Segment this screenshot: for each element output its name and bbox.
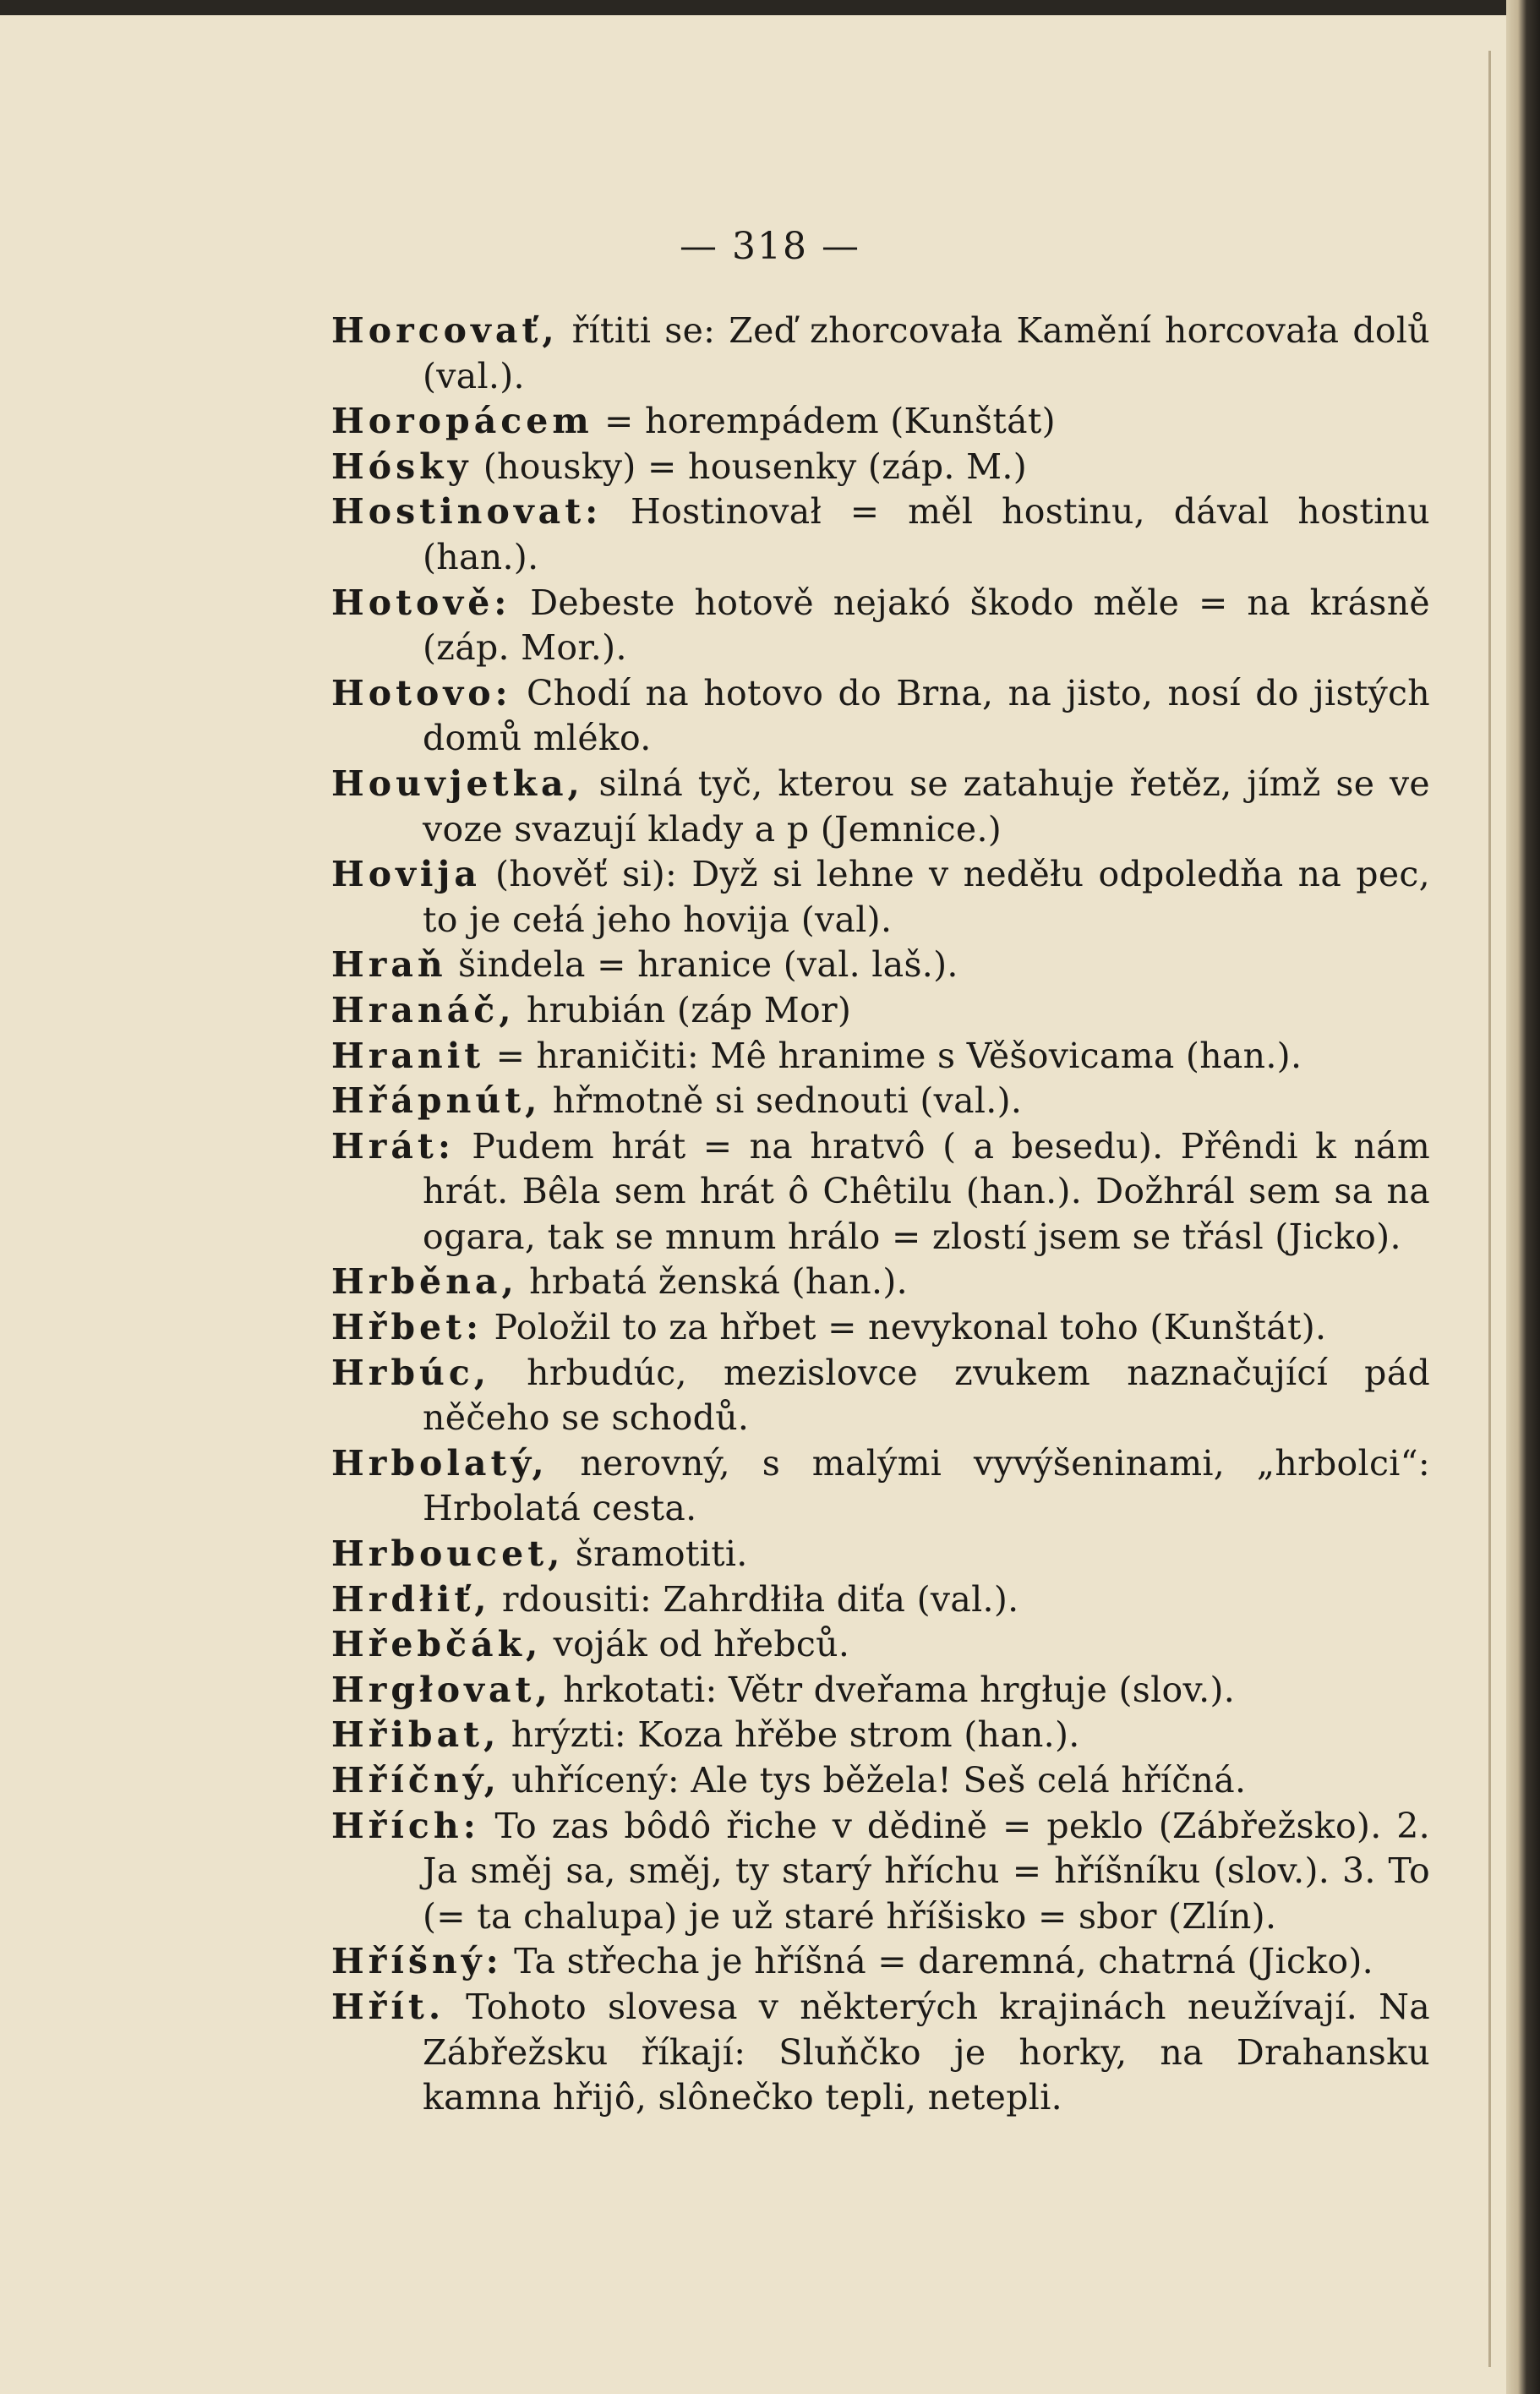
entry-definition: šindela = hranice (val. laš.). (446, 944, 958, 986)
entry-headword: Hotově: (331, 582, 511, 623)
entry-definition: Ta střecha je hříšná = daremná, chatrná (Jicko). (502, 1941, 1373, 1982)
dictionary-entry (331, 1758, 1430, 1804)
entry-definition: Hostinovał = měl hostinu, dával hostinu (han.). (423, 491, 1430, 577)
scan-edge-shadow (0, 0, 1513, 15)
dictionary-entry (331, 852, 1430, 943)
entry-headword: Hostinovat: (331, 491, 603, 533)
entry-headword: Hřích: (331, 1805, 480, 1846)
entry-headword: Hrboucet, (331, 1533, 565, 1575)
entry-headword: Hříšný: (331, 1941, 503, 1982)
dictionary-entry (331, 581, 1430, 671)
entry-definition: = hraničiti: Mê hranime s Věšovicama (han.). (484, 1035, 1302, 1076)
dictionary-entry (331, 1713, 1430, 1758)
dictionary-entry (331, 1260, 1430, 1305)
entry-headword: Hrát: (331, 1125, 455, 1167)
entry-headword: Hřápnút, (331, 1080, 542, 1122)
entry-definition: Chodí na hotovo do Brna, na jisto, nosí do jistých domů mléko. (423, 672, 1430, 759)
dictionary-entries (331, 309, 1430, 2121)
entry-definition: hrýzti: Koza hřěbe strom (han.). (500, 1714, 1080, 1756)
dictionary-entry (331, 309, 1430, 399)
entry-headword: Hřebčák, (331, 1624, 543, 1665)
dictionary-entry (331, 988, 1430, 1034)
entry-definition: voják od hřebců. (542, 1624, 850, 1665)
entry-definition: Pudem hrát = na hratvô ( a besedu). Přêndi k nám hrát. Bêla sem hrát ô Chêtilu (han.). Dožhrál sem sa na ogara, tak se mnum hrálo = zlostí jsem se třásl (Jicko). (423, 1125, 1430, 1257)
gutter-line (1488, 51, 1491, 2367)
entry-definition: hrkotati: Větr dveřama hrgłuje (slov.). (551, 1669, 1236, 1710)
dictionary-entry (331, 1939, 1430, 1985)
entry-definition: Tohoto slovesa v některých krajinách neužívají. Na Zábřežsku říkají: Sluňčko je horky, na Drahansku kamna hřijô, slônečko tepli, netepli. (423, 1986, 1430, 2118)
dictionary-entry (331, 1532, 1430, 1577)
entry-definition: silná tyč, kterou se zatahuje řetěz, jímž se ve voze svazují klady a p (Jemnice.) (423, 762, 1430, 850)
dictionary-entry (331, 399, 1430, 445)
entry-headword: Hrběna, (331, 1261, 518, 1303)
entry-definition: = horempádem (Kunštát) (593, 401, 1056, 442)
entry-definition: rdousiti: Zahrdłiła diťa (val.). (490, 1578, 1019, 1620)
book-spine (1506, 0, 1540, 2394)
entry-headword: Houvjetka, (331, 762, 584, 804)
dictionary-entry (331, 1441, 1430, 1532)
entry-headword: Hrdłiť, (331, 1578, 491, 1620)
dictionary-entry (331, 489, 1430, 580)
dictionary-entry (331, 1577, 1430, 1623)
dictionary-entry (331, 1079, 1430, 1124)
dictionary-entry (331, 1804, 1430, 1940)
entry-definition: To zas bôdô řiche v dědině = peklo (Zábřežsko). 2. Ja směj sa, směj, ty starý hříchu = hříšníku (slov.). 3. To (= ta chalupa) je už staré hříšisko = sbor (Zlín). (423, 1805, 1430, 1937)
entry-definition: hrbatá ženská (han.). (517, 1261, 908, 1303)
entry-headword: Hranit (331, 1035, 485, 1076)
entry-headword: Hrbolatý, (331, 1442, 549, 1484)
entry-definition: uhřícený: Ale tys běžela! Seš celá hříčná. (500, 1760, 1247, 1801)
entry-definition: šramotiti. (564, 1533, 748, 1575)
dictionary-entry (331, 1305, 1430, 1351)
entry-definition: Položil to za hřbet = nevykonal toho (Kunštát). (483, 1307, 1327, 1348)
entry-headword: Hranáč, (331, 989, 516, 1030)
entry-headword: Hovija (331, 854, 481, 895)
dictionary-entry (331, 445, 1430, 490)
dictionary-entry (331, 1124, 1430, 1260)
dictionary-entry (331, 1985, 1430, 2121)
entry-definition: hřmotně si sednouti (val.). (541, 1080, 1023, 1122)
entry-definition: hrubián (záp Mor) (515, 989, 852, 1030)
entry-definition: nerovný, s malými vyvýšeninami, „hrbolci“: Hrbolatá cesta. (423, 1442, 1430, 1529)
entry-headword: Hřbet: (331, 1307, 483, 1348)
entry-headword: Hrgłovat, (331, 1669, 552, 1710)
dictionary-entry (331, 1622, 1430, 1668)
entry-headword: Horopácem (331, 401, 593, 442)
dictionary-entry (331, 943, 1430, 988)
entry-headword: Hósky (331, 445, 472, 487)
dictionary-entry (331, 762, 1430, 852)
entry-definition: řítiti se: Zeď zhorcovała Kamění horcovała dolů (val.). (423, 310, 1430, 396)
entry-headword: Hotovo: (331, 672, 512, 713)
entry-headword: Hrbúc, (331, 1352, 491, 1393)
entry-definition: Debeste hotově nejakó škodo měle = na krásně (záp. Mor.). (423, 582, 1430, 669)
dictionary-entry (331, 1351, 1430, 1441)
entry-headword: Hříčný, (331, 1760, 500, 1801)
entry-definition: (housky) = housenky (záp. M.) (472, 445, 1027, 487)
entry-headword: Horcovať, (331, 310, 559, 351)
entry-definition: (hověť si): Dyž si lehne v neděłu odpoledňa na pec, to je cełá jeho hovija (val). (423, 854, 1430, 940)
entry-headword: Hraň (331, 944, 447, 986)
page-number: — 318 — (680, 225, 860, 268)
entry-headword: Hřibat, (331, 1714, 500, 1756)
entry-headword: Hřít. (331, 1986, 445, 2027)
dictionary-entry (331, 1034, 1430, 1079)
dictionary-entry (331, 671, 1430, 762)
dictionary-entry (331, 1668, 1430, 1714)
entry-definition: hrbudúc, mezislovce zvukem naznačující pád něčeho se schodů. (423, 1352, 1430, 1439)
